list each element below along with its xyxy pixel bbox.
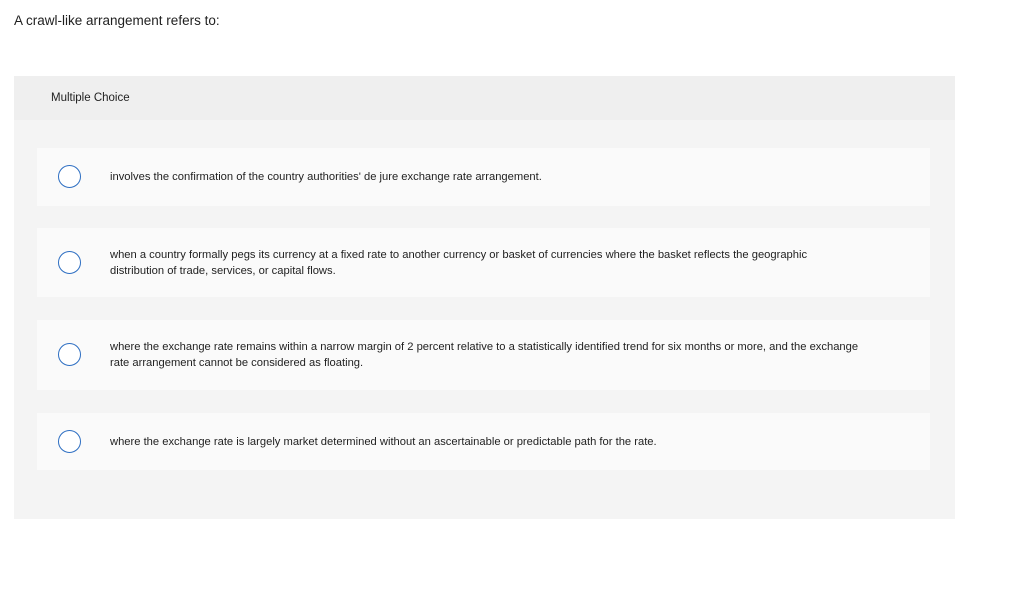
answer-option-label: involves the confirmation of the country authorities' de jure exchange rate arrangement. <box>110 171 542 183</box>
answer-option-3[interactable] <box>37 320 930 390</box>
radio-button-1[interactable] <box>58 165 81 188</box>
answer-panel <box>14 76 955 519</box>
question-type-label: Multiple Choice <box>14 76 955 120</box>
answer-option-label: when a country formally pegs its currency at a fixed rate to another currency or basket of currencies where the basket reflects the geographic distribution of trade, services, or capital flows. <box>110 248 808 277</box>
answer-option-label: where the exchange rate remains within a narrow margin of 2 percent relative to a statistically identified trend for six months or more, and the exchange rate arrangement cannot be considered as floating. <box>110 341 859 369</box>
question-text: A crawl-like arrangement refers to: <box>14 13 220 28</box>
answer-option-1[interactable] <box>37 148 930 206</box>
answer-option-2[interactable] <box>37 228 930 297</box>
radio-button-4[interactable] <box>58 430 81 453</box>
answer-option-4[interactable] <box>37 413 930 470</box>
radio-button-2[interactable] <box>58 251 81 274</box>
answer-option-label: where the exchange rate is largely market determined without an ascertainable or predictable path for the rate. <box>110 435 657 448</box>
radio-button-3[interactable] <box>58 343 81 366</box>
